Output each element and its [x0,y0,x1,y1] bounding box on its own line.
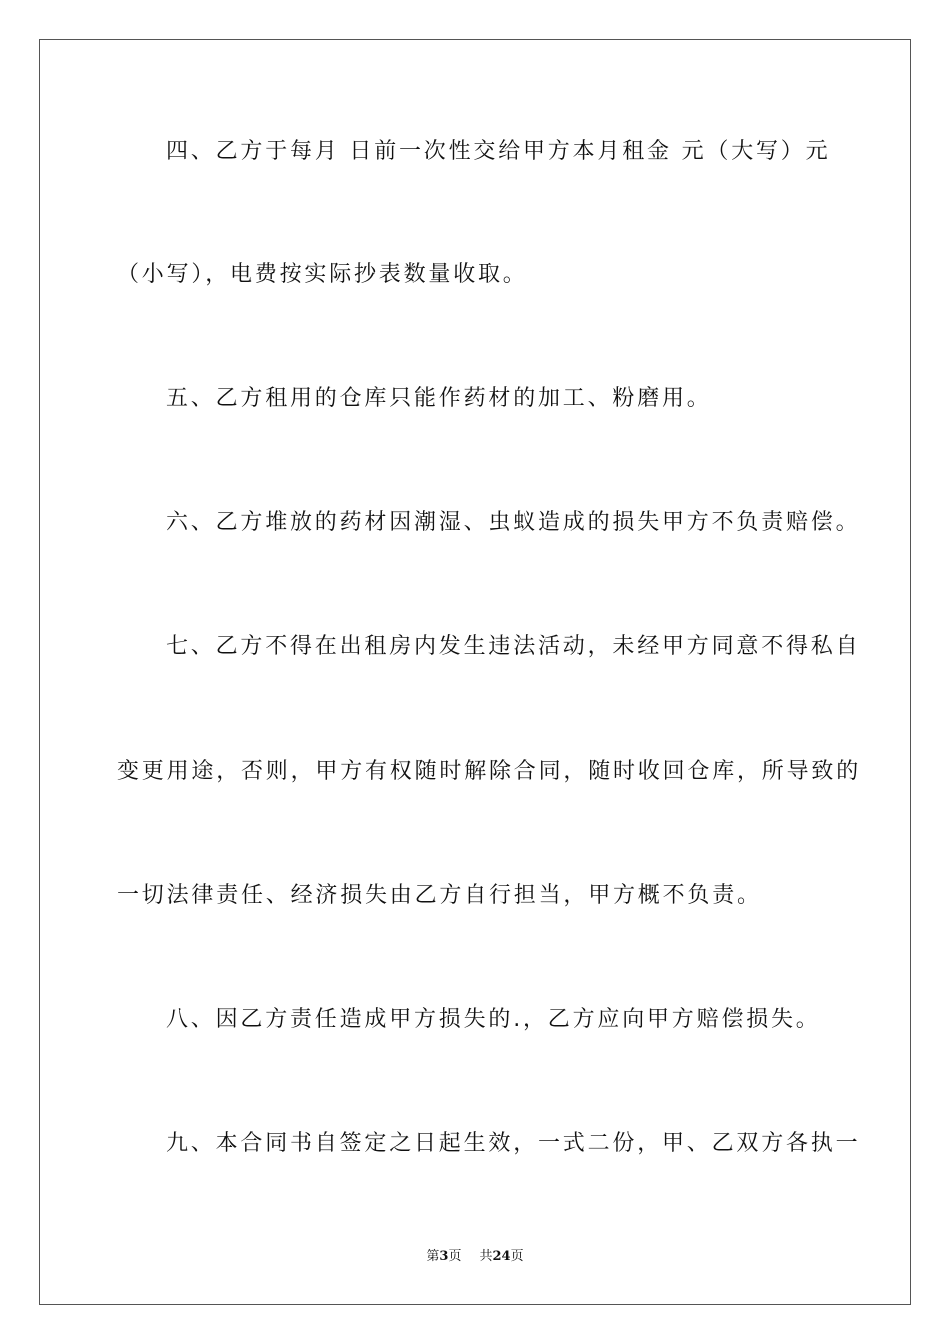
footer-total-pages: 24 [492,1249,511,1264]
clause-6: 六、乙方堆放的药材因潮湿、虫蚁造成的损失甲方不负责赔偿。 [166,510,861,535]
page-border [39,39,911,1305]
footer-total-prefix: 共 [479,1249,493,1264]
clause-7-line-2: 变更用途，否则，甲方有权随时解除合同，随时收回仓库，所导致的 [117,759,862,784]
clause-8: 八、因乙方责任造成甲方损失的.，乙方应向甲方赔偿损失。 [166,1007,821,1032]
clause-4-line-1: 四、乙方于每月 日前一次性交给甲方本月租金 元（大写）元 [166,139,831,164]
clause-5: 五、乙方租用的仓库只能作药材的加工、粉磨用。 [166,386,712,411]
footer-page-prefix: 第 [426,1249,440,1264]
clause-9-line-1: 九、本合同书自签定之日起生效，一式二份，甲、乙双方各执一 [166,1131,861,1156]
clause-7-line-3: 一切法律责任、经济损失由乙方自行担当，甲方概不负责。 [117,883,762,908]
page-footer [0,1248,950,1266]
footer-page-suffix: 页 [448,1249,462,1264]
footer-total-suffix: 页 [510,1249,524,1264]
clause-4-line-2: （小写），电费按实际抄表数量收取。 [117,262,528,287]
clause-7-line-1: 七、乙方不得在出租房内发生违法活动，未经甲方同意不得私自 [166,634,861,659]
footer-page-number: 3 [439,1249,449,1264]
